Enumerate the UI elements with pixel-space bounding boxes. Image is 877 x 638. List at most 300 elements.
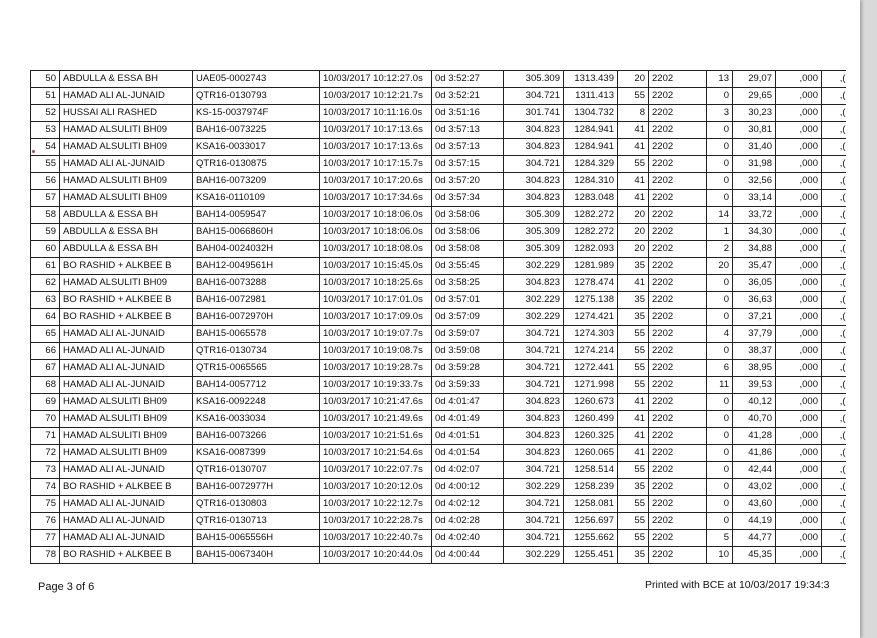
prize-cell: ,000 (776, 105, 822, 122)
arrival-time-cell: 10/03/2017 10:17:13.6s (320, 122, 432, 139)
prize-cell: ,000 (776, 292, 822, 309)
velocity-cell: 1284.310 (564, 173, 618, 190)
team-count-cell: 41 (618, 139, 649, 156)
distance-cell: 302.229 (504, 309, 564, 326)
distance-cell: 305.309 (504, 207, 564, 224)
ring-number-cell: KSA16-0087399 (193, 445, 320, 462)
points-cell: 33,14 (733, 190, 776, 207)
ring-number-cell: BAH16-0072970H (193, 309, 320, 326)
arrival-time-cell: 10/03/2017 10:22:28.7s (320, 513, 432, 530)
prize-cell: ,000 (776, 445, 822, 462)
ring-number-cell: QTR15-0065565 (193, 360, 320, 377)
prize-cell: ,000 (776, 547, 822, 564)
table-row (31, 462, 846, 479)
position-cell: 10 (707, 547, 733, 564)
points-cell: 36,63 (733, 292, 776, 309)
extra-cell: ,( (822, 445, 846, 462)
code-cell: 2202 (649, 71, 707, 88)
team-count-cell: 55 (618, 530, 649, 547)
prize-cell: ,000 (776, 513, 822, 530)
flight-duration-cell: 0d 4:02:07 (432, 462, 504, 479)
table-row (31, 139, 846, 156)
points-cell: 38,95 (733, 360, 776, 377)
flight-duration-cell: 0d 4:01:54 (432, 445, 504, 462)
extra-cell: ,( (822, 105, 846, 122)
distance-cell: 304.823 (504, 275, 564, 292)
velocity-cell: 1260.325 (564, 428, 618, 445)
code-cell: 2202 (649, 173, 707, 190)
loft-name-cell: HAMAD ALI AL-JUNAID (60, 496, 193, 513)
position-cell: 3 (707, 105, 733, 122)
velocity-cell: 1304.732 (564, 105, 618, 122)
prize-cell: ,000 (776, 88, 822, 105)
prize-cell: ,000 (776, 326, 822, 343)
team-count-cell: 55 (618, 513, 649, 530)
team-count-cell: 41 (618, 173, 649, 190)
flight-duration-cell: 0d 3:57:15 (432, 156, 504, 173)
extra-cell: ,( (822, 428, 846, 445)
flight-duration-cell: 0d 3:52:27 (432, 71, 504, 88)
rank-cell: 61 (31, 258, 60, 275)
loft-name-cell: ABDULLA & ESSA BH (60, 241, 193, 258)
ring-number-cell: BAH14-0057712 (193, 377, 320, 394)
points-cell: 40,70 (733, 411, 776, 428)
ring-number-cell: QTR16-0130875 (193, 156, 320, 173)
extra-cell: ,( (822, 207, 846, 224)
extra-cell: ,( (822, 513, 846, 530)
velocity-cell: 1284.941 (564, 139, 618, 156)
prize-cell: ,000 (776, 173, 822, 190)
position-cell: 0 (707, 411, 733, 428)
flight-duration-cell: 0d 3:52:21 (432, 88, 504, 105)
table-row (31, 173, 846, 190)
position-cell: 0 (707, 445, 733, 462)
distance-cell: 302.229 (504, 258, 564, 275)
ring-number-cell: KSA16-0033017 (193, 139, 320, 156)
points-cell: 30,81 (733, 122, 776, 139)
flight-duration-cell: 0d 3:55:45 (432, 258, 504, 275)
code-cell: 2202 (649, 445, 707, 462)
loft-name-cell: ABDULLA & ESSA BH (60, 207, 193, 224)
position-cell: 0 (707, 122, 733, 139)
prize-cell: ,000 (776, 411, 822, 428)
velocity-cell: 1260.673 (564, 394, 618, 411)
code-cell: 2202 (649, 309, 707, 326)
velocity-cell: 1284.941 (564, 122, 618, 139)
extra-cell: ,( (822, 496, 846, 513)
loft-name-cell: HAMAD ALSULITI BH09 (60, 445, 193, 462)
prize-cell: ,000 (776, 190, 822, 207)
prize-cell: ,000 (776, 224, 822, 241)
points-cell: 43,60 (733, 496, 776, 513)
loft-name-cell: BO RASHID + ALKBEE B (60, 292, 193, 309)
ring-number-cell: BAH16-0073266 (193, 428, 320, 445)
arrival-time-cell: 10/03/2017 10:15:45.0s (320, 258, 432, 275)
velocity-cell: 1281.989 (564, 258, 618, 275)
distance-cell: 304.823 (504, 411, 564, 428)
velocity-cell: 1282.272 (564, 207, 618, 224)
prize-cell: ,000 (776, 479, 822, 496)
loft-name-cell: HAMAD ALI AL-JUNAID (60, 462, 193, 479)
team-count-cell: 41 (618, 122, 649, 139)
ring-number-cell: QTR16-0130707 (193, 462, 320, 479)
velocity-cell: 1283.048 (564, 190, 618, 207)
prize-cell: ,000 (776, 156, 822, 173)
velocity-cell: 1311.413 (564, 88, 618, 105)
distance-cell: 305.309 (504, 71, 564, 88)
points-cell: 31,40 (733, 139, 776, 156)
code-cell: 2202 (649, 411, 707, 428)
arrival-time-cell: 10/03/2017 10:17:01.0s (320, 292, 432, 309)
distance-cell: 304.823 (504, 139, 564, 156)
prize-cell: ,000 (776, 428, 822, 445)
distance-cell: 304.823 (504, 445, 564, 462)
velocity-cell: 1313.439 (564, 71, 618, 88)
position-cell: 5 (707, 530, 733, 547)
arrival-time-cell: 10/03/2017 10:17:15.7s (320, 156, 432, 173)
rank-cell: 62 (31, 275, 60, 292)
table-row (31, 224, 846, 241)
points-cell: 41,28 (733, 428, 776, 445)
position-cell: 0 (707, 309, 733, 326)
extra-cell: ,( (822, 411, 846, 428)
ring-number-cell: BAH15-0065578 (193, 326, 320, 343)
rank-cell: 65 (31, 326, 60, 343)
table-row (31, 275, 846, 292)
distance-cell: 304.721 (504, 530, 564, 547)
points-cell: 44,19 (733, 513, 776, 530)
points-cell: 33,72 (733, 207, 776, 224)
velocity-cell: 1271.998 (564, 377, 618, 394)
team-count-cell: 55 (618, 496, 649, 513)
flight-duration-cell: 0d 4:00:12 (432, 479, 504, 496)
loft-name-cell: BO RASHID + ALKBEE B (60, 309, 193, 326)
distance-cell: 304.721 (504, 360, 564, 377)
position-cell: 20 (707, 258, 733, 275)
velocity-cell: 1255.451 (564, 547, 618, 564)
rank-cell: 78 (31, 547, 60, 564)
distance-cell: 304.721 (504, 326, 564, 343)
arrival-time-cell: 10/03/2017 10:18:25.6s (320, 275, 432, 292)
distance-cell: 302.229 (504, 479, 564, 496)
points-cell: 45,35 (733, 547, 776, 564)
ring-number-cell: BAH15-0066860H (193, 224, 320, 241)
rank-cell: 67 (31, 360, 60, 377)
team-count-cell: 20 (618, 241, 649, 258)
distance-cell: 304.721 (504, 513, 564, 530)
arrival-time-cell: 10/03/2017 10:12:21.7s (320, 88, 432, 105)
team-count-cell: 35 (618, 292, 649, 309)
table-row (31, 241, 846, 258)
arrival-time-cell: 10/03/2017 10:22:07.7s (320, 462, 432, 479)
ring-number-cell: UAE05-0002743 (193, 71, 320, 88)
flight-duration-cell: 0d 3:58:25 (432, 275, 504, 292)
position-cell: 0 (707, 156, 733, 173)
distance-cell: 304.823 (504, 190, 564, 207)
prize-cell: ,000 (776, 207, 822, 224)
arrival-time-cell: 10/03/2017 10:20:44.0s (320, 547, 432, 564)
points-cell: 34,88 (733, 241, 776, 258)
rank-cell: 76 (31, 513, 60, 530)
prize-cell: ,000 (776, 377, 822, 394)
arrival-time-cell: 10/03/2017 10:19:08.7s (320, 343, 432, 360)
prize-cell: ,000 (776, 496, 822, 513)
flight-duration-cell: 0d 4:00:44 (432, 547, 504, 564)
points-cell: 34,30 (733, 224, 776, 241)
extra-cell: ,( (822, 343, 846, 360)
loft-name-cell: HAMAD ALI AL-JUNAID (60, 377, 193, 394)
position-cell: 0 (707, 428, 733, 445)
distance-cell: 305.309 (504, 241, 564, 258)
team-count-cell: 20 (618, 207, 649, 224)
loft-name-cell: BO RASHID + ALKBEE B (60, 258, 193, 275)
position-cell: 6 (707, 360, 733, 377)
flight-duration-cell: 0d 4:01:51 (432, 428, 504, 445)
extra-cell: ,( (822, 122, 846, 139)
distance-cell: 302.229 (504, 292, 564, 309)
loft-name-cell: HAMAD ALSULITI BH09 (60, 411, 193, 428)
ring-number-cell: BAH16-0073225 (193, 122, 320, 139)
ring-number-cell: BAH15-0067340H (193, 547, 320, 564)
table-row (31, 394, 846, 411)
velocity-cell: 1282.272 (564, 224, 618, 241)
velocity-cell: 1258.239 (564, 479, 618, 496)
ring-number-cell: BAH15-0065556H (193, 530, 320, 547)
extra-cell: ,( (822, 173, 846, 190)
velocity-cell: 1275.138 (564, 292, 618, 309)
arrival-time-cell: 10/03/2017 10:21:51.6s (320, 428, 432, 445)
ring-number-cell: BAH16-0072981 (193, 292, 320, 309)
code-cell: 2202 (649, 139, 707, 156)
rank-cell: 70 (31, 411, 60, 428)
flight-duration-cell: 0d 3:51:16 (432, 105, 504, 122)
points-cell: 42,44 (733, 462, 776, 479)
rank-cell: 59 (31, 224, 60, 241)
code-cell: 2202 (649, 547, 707, 564)
velocity-cell: 1282.093 (564, 241, 618, 258)
ring-number-cell: BAH16-0073288 (193, 275, 320, 292)
velocity-cell: 1272.441 (564, 360, 618, 377)
flight-duration-cell: 0d 3:59:07 (432, 326, 504, 343)
velocity-cell: 1274.214 (564, 343, 618, 360)
points-cell: 43,02 (733, 479, 776, 496)
ring-number-cell: KSA16-0092248 (193, 394, 320, 411)
table-row (31, 496, 846, 513)
points-cell: 29,65 (733, 88, 776, 105)
ring-number-cell: QTR16-0130713 (193, 513, 320, 530)
table-row (31, 360, 846, 377)
rank-cell: 74 (31, 479, 60, 496)
position-cell: 0 (707, 190, 733, 207)
loft-name-cell: HAMAD ALI AL-JUNAID (60, 88, 193, 105)
points-cell: 41,86 (733, 445, 776, 462)
rank-cell: 51 (31, 88, 60, 105)
ring-number-cell: QTR16-0130793 (193, 88, 320, 105)
team-count-cell: 55 (618, 462, 649, 479)
table-row (31, 88, 846, 105)
rank-cell: 64 (31, 309, 60, 326)
position-cell: 0 (707, 275, 733, 292)
position-cell: 0 (707, 479, 733, 496)
table-row (31, 122, 846, 139)
distance-cell: 304.721 (504, 496, 564, 513)
points-cell: 37,79 (733, 326, 776, 343)
code-cell: 2202 (649, 88, 707, 105)
arrival-time-cell: 10/03/2017 10:20:12.0s (320, 479, 432, 496)
code-cell: 2202 (649, 377, 707, 394)
team-count-cell: 8 (618, 105, 649, 122)
rank-cell: 50 (31, 71, 60, 88)
arrival-time-cell: 10/03/2017 10:18:06.0s (320, 207, 432, 224)
extra-cell: ,( (822, 377, 846, 394)
prize-cell: ,000 (776, 71, 822, 88)
extra-cell: ,( (822, 326, 846, 343)
arrival-time-cell: 10/03/2017 10:22:40.7s (320, 530, 432, 547)
flight-duration-cell: 0d 3:57:13 (432, 122, 504, 139)
code-cell: 2202 (649, 275, 707, 292)
loft-name-cell: HAMAD ALI AL-JUNAID (60, 530, 193, 547)
ring-number-cell: QTR16-0130803 (193, 496, 320, 513)
prize-cell: ,000 (776, 343, 822, 360)
arrival-time-cell: 10/03/2017 10:11:16.0s (320, 105, 432, 122)
position-cell: 13 (707, 71, 733, 88)
flight-duration-cell: 0d 4:02:12 (432, 496, 504, 513)
flight-duration-cell: 0d 3:59:08 (432, 343, 504, 360)
ring-number-cell: BAH16-0072977H (193, 479, 320, 496)
position-cell: 0 (707, 513, 733, 530)
points-cell: 29,07 (733, 71, 776, 88)
prize-cell: ,000 (776, 530, 822, 547)
loft-name-cell: HAMAD ALSULITI BH09 (60, 428, 193, 445)
loft-name-cell: HAMAD ALI AL-JUNAID (60, 360, 193, 377)
position-cell: 14 (707, 207, 733, 224)
loft-name-cell: HAMAD ALI AL-JUNAID (60, 326, 193, 343)
points-cell: 36,05 (733, 275, 776, 292)
prize-cell: ,000 (776, 275, 822, 292)
position-cell: 0 (707, 292, 733, 309)
code-cell: 2202 (649, 343, 707, 360)
distance-cell: 304.823 (504, 428, 564, 445)
position-cell: 0 (707, 88, 733, 105)
rank-cell: 75 (31, 496, 60, 513)
extra-cell: ,( (822, 394, 846, 411)
extra-cell: ,( (822, 156, 846, 173)
code-cell: 2202 (649, 394, 707, 411)
position-cell: 0 (707, 496, 733, 513)
code-cell: 2202 (649, 190, 707, 207)
velocity-cell: 1274.421 (564, 309, 618, 326)
code-cell: 2202 (649, 241, 707, 258)
prize-cell: ,000 (776, 309, 822, 326)
loft-name-cell: HAMAD ALI AL-JUNAID (60, 343, 193, 360)
prize-cell: ,000 (776, 241, 822, 258)
team-count-cell: 35 (618, 547, 649, 564)
loft-name-cell: HAMAD ALSULITI BH09 (60, 139, 193, 156)
flight-duration-cell: 0d 4:01:49 (432, 411, 504, 428)
distance-cell: 302.229 (504, 547, 564, 564)
table-row (31, 105, 846, 122)
code-cell: 2202 (649, 122, 707, 139)
velocity-cell: 1260.065 (564, 445, 618, 462)
table-row (31, 377, 846, 394)
arrival-time-cell: 10/03/2017 10:21:54.6s (320, 445, 432, 462)
code-cell: 2202 (649, 224, 707, 241)
rank-cell: 56 (31, 173, 60, 190)
table-row (31, 479, 846, 496)
position-cell: 0 (707, 343, 733, 360)
ring-number-cell: QTR16-0130734 (193, 343, 320, 360)
flight-duration-cell: 0d 3:58:06 (432, 224, 504, 241)
team-count-cell: 41 (618, 411, 649, 428)
code-cell: 2202 (649, 326, 707, 343)
flight-duration-cell: 0d 3:59:33 (432, 377, 504, 394)
table-row (31, 156, 846, 173)
velocity-cell: 1255.662 (564, 530, 618, 547)
extra-cell: ,( (822, 139, 846, 156)
arrival-time-cell: 10/03/2017 10:21:49.6s (320, 411, 432, 428)
arrival-time-cell: 10/03/2017 10:22:12.7s (320, 496, 432, 513)
loft-name-cell: HAMAD ALSULITI BH09 (60, 122, 193, 139)
table-row (31, 445, 846, 462)
code-cell: 2202 (649, 496, 707, 513)
loft-name-cell: HAMAD ALI AL-JUNAID (60, 156, 193, 173)
points-cell: 35,47 (733, 258, 776, 275)
ring-number-cell: BAH14-0059547 (193, 207, 320, 224)
extra-cell: ,( (822, 309, 846, 326)
print-stamp: Printed with BCE at 10/03/2017 19:34:3 (645, 579, 830, 591)
rank-cell: 63 (31, 292, 60, 309)
team-count-cell: 35 (618, 309, 649, 326)
distance-cell: 304.721 (504, 156, 564, 173)
arrival-time-cell: 10/03/2017 10:19:07.7s (320, 326, 432, 343)
loft-name-cell: BO RASHID + ALKBEE B (60, 479, 193, 496)
loft-name-cell: HAMAD ALSULITI BH09 (60, 275, 193, 292)
position-cell: 0 (707, 462, 733, 479)
position-cell: 1 (707, 224, 733, 241)
points-cell: 30,23 (733, 105, 776, 122)
extra-cell: ,( (822, 479, 846, 496)
team-count-cell: 41 (618, 190, 649, 207)
flight-duration-cell: 0d 3:59:28 (432, 360, 504, 377)
distance-cell: 301.741 (504, 105, 564, 122)
flight-duration-cell: 0d 3:58:06 (432, 207, 504, 224)
team-count-cell: 55 (618, 360, 649, 377)
table-row (31, 513, 846, 530)
extra-cell: ,( (822, 190, 846, 207)
rank-cell: 72 (31, 445, 60, 462)
rank-cell: 53 (31, 122, 60, 139)
position-cell: 4 (707, 326, 733, 343)
distance-cell: 305.309 (504, 224, 564, 241)
extra-cell: ,( (822, 241, 846, 258)
page-number: Page 3 of 6 (38, 581, 95, 593)
velocity-cell: 1256.697 (564, 513, 618, 530)
table-row (31, 326, 846, 343)
distance-cell: 304.721 (504, 88, 564, 105)
arrival-time-cell: 10/03/2017 10:21:47.6s (320, 394, 432, 411)
code-cell: 2202 (649, 258, 707, 275)
loft-name-cell: HAMAD ALSULITI BH09 (60, 394, 193, 411)
rank-cell: 71 (31, 428, 60, 445)
loft-name-cell: HAMAD ALSULITI BH09 (60, 173, 193, 190)
distance-cell: 304.823 (504, 122, 564, 139)
rank-cell: 77 (31, 530, 60, 547)
team-count-cell: 55 (618, 326, 649, 343)
rank-cell: 69 (31, 394, 60, 411)
distance-cell: 304.721 (504, 377, 564, 394)
code-cell: 2202 (649, 360, 707, 377)
loft-name-cell: HUSSAI ALI RASHED (60, 105, 193, 122)
